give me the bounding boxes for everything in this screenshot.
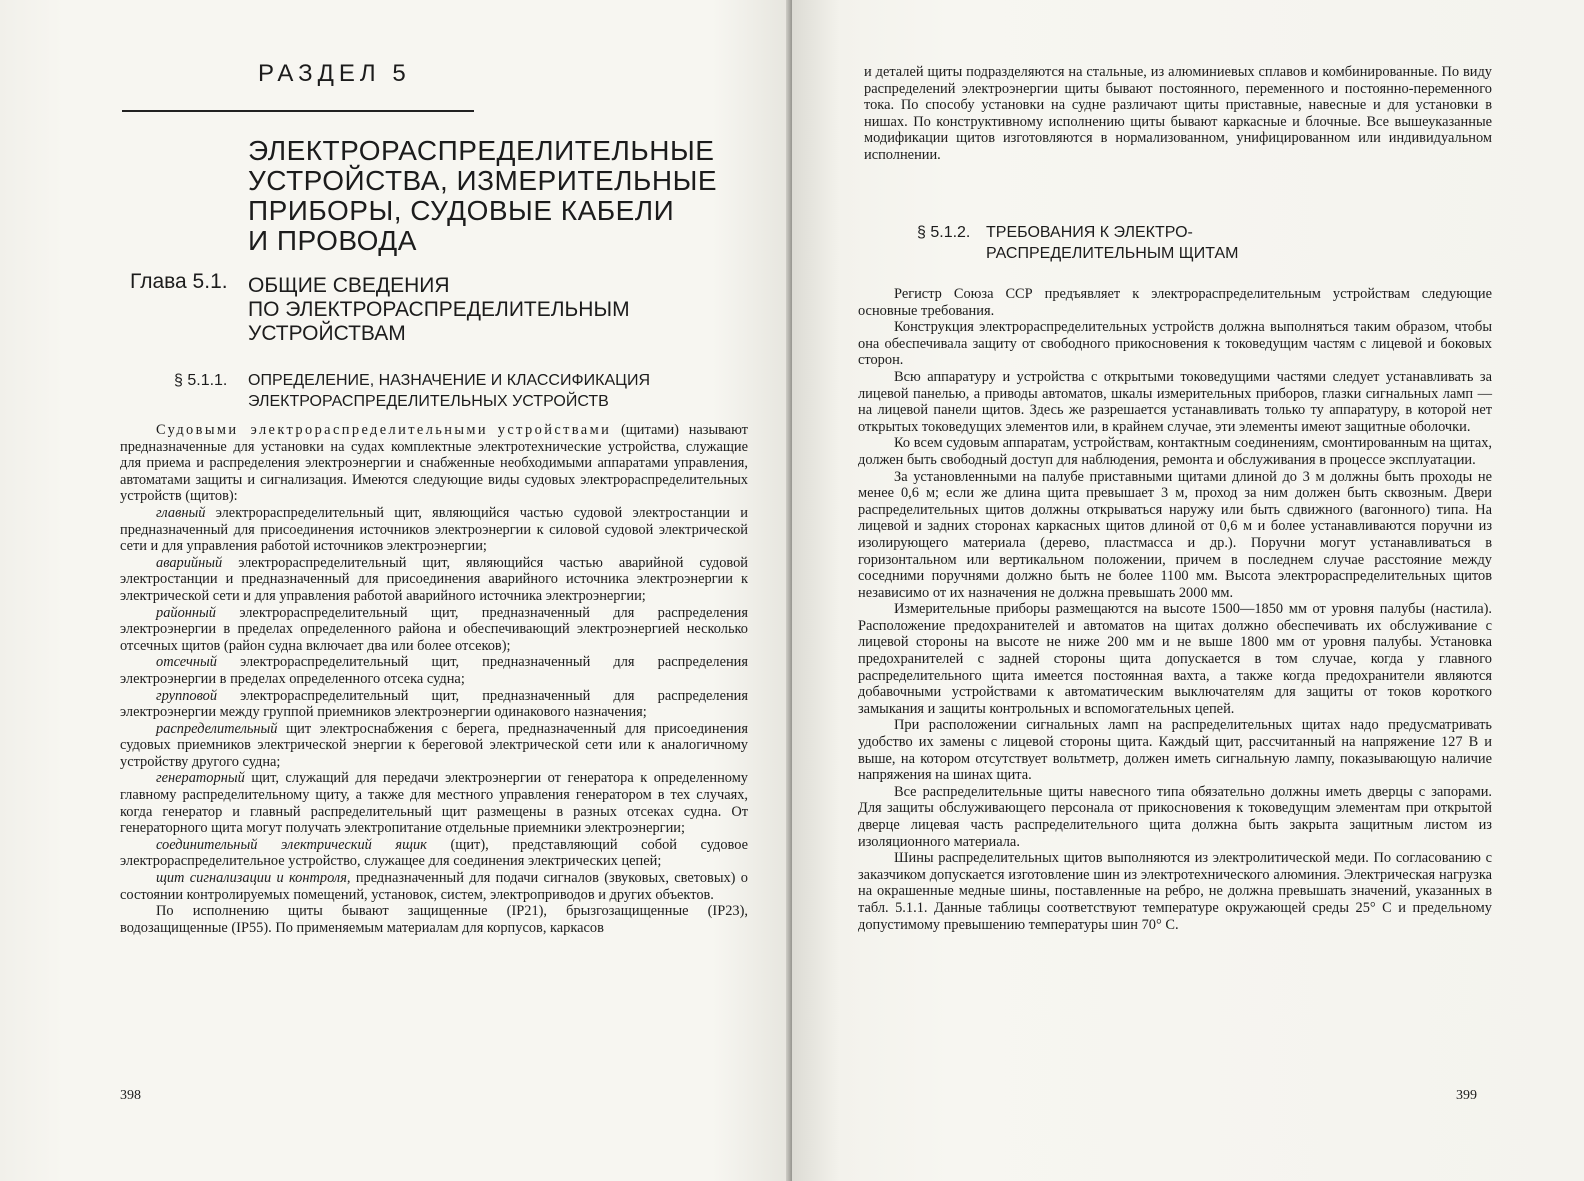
left-body-text: [120, 422, 748, 936]
body-paragraph: Всю аппаратуру и устройства с открытыми токоведущими частями следует устанавливать за лицевой панелью, а приводы автоматов, шкалы измерительных приборов, глазки сигнальных ламп — на лицевой панели щитов. Здесь же разрешается устанавливать только ту аппаратуру, в которой нет открытых токоведущих элементов или, в крайнем случае, эти элементы имеют защитные оболочки.: [858, 368, 1492, 435]
intro-paragraph: [120, 422, 748, 505]
body-paragraph: Шины распределительных щитов выполняются из электролитической меди. По согласованию с заказчиком допускается изготовление шин из электротехнического алюминия. Электрическая нагрузка на окрашенные медные шины, поставленные на ребро, не должна превышать значений, указанных в табл. 5.1.1. Данные таблицы соответствуют температуре окружающей среды 25° С и предельному допустимому превышению температуры шин 70° С.: [858, 850, 1492, 933]
right-page: [792, 0, 1584, 1181]
section-title: [248, 136, 748, 256]
item-term: районный: [156, 604, 217, 621]
item-text: щит электроснабжения с берега, предназначенный для присоединения судовых приемников электрической энергии к береговой электрической сети или к аналогичному устройству другого судна;: [120, 720, 748, 770]
section-title-line: УСТРОЙСТВА, ИЗМЕРИТЕЛЬНЫЕ: [248, 165, 718, 196]
item-text: (щит), представляющий собой судовое электрораспределительное устройство, служащее для соединения электрических цепей;: [120, 836, 748, 870]
body-paragraph: Регистр Союза ССР предъявляет к электрораспределительным устройствам следующие основные требования.: [858, 286, 1492, 319]
list-item: [120, 837, 748, 870]
item-text: электрораспределительный щит, предназначенный для распределения электроэнергии в пределах определенного района и обеспечивающий электроэнергией несколько отсечных щитов (район судна включает два или более отсеков);: [120, 604, 748, 654]
paragraph-title: [986, 222, 1239, 264]
item-term: соединительный электрический ящик: [156, 836, 427, 853]
paragraph-title-line: РАСПРЕДЕЛИТЕЛЬНЫМ ЩИТАМ: [986, 245, 1239, 262]
item-text: предназначенный для подачи сигналов (звуковых, световых) о состоянии контролируемых помещений, установок, систем, электроприводов и других объектов.: [120, 870, 748, 903]
paragraph-title: [248, 370, 650, 412]
paragraph-title-line: ТРЕБОВАНИЯ К ЭЛЕКТРО-: [986, 224, 1193, 241]
paragraph-title-line: ОПРЕДЕЛЕНИЕ, НАЗНАЧЕНИЕ И КЛАССИФИКАЦИЯ: [248, 372, 651, 389]
body-paragraph: Конструкция электрораспределительных устройств должна выполняться таким образом, чтобы она обеспечивала защиту от свободного прикосновения к токоведущим частям с лицевой и боковых сторон.: [858, 319, 1492, 369]
body-paragraph: При расположении сигнальных ламп на распределительных щитах надо предусматривать удобство их замены с лицевой стороны щита. Каждый щит, рассчитанный на напряжение 127 В и выше, на котором отсутствует вольтметр, должен иметь сигнальную лампу, показывающую наличие напряжения на шинах щита.: [858, 717, 1492, 784]
item-term: отсечный: [156, 654, 217, 671]
chapter-title-line: ОБЩИЕ СВЕДЕНИЯ: [248, 274, 450, 297]
list-item: [120, 770, 748, 836]
chapter-title-line: ПО ЭЛЕКТРОРАСПРЕДЕЛИТЕЛЬНЫМ: [248, 298, 630, 321]
list-item: [120, 605, 748, 655]
section-title-line: И ПРОВОДА: [248, 225, 417, 256]
item-text: электрораспределительный щит, предназначенный для распределения электроэнергии в пределах определенного отсека судна;: [120, 654, 748, 687]
section-divider: [122, 110, 474, 112]
section-label: РАЗДЕЛ 5: [258, 60, 411, 87]
chapter-title: [248, 274, 630, 346]
paragraph-number: § 5.1.1.: [174, 372, 228, 389]
page-number-left: 398: [120, 1088, 141, 1103]
section-title-line: ПРИБОРЫ, СУДОВЫЕ КАБЕЛИ: [248, 195, 675, 226]
body-paragraph: Все распределительные щиты навесного типа обязательно должны иметь дверцы с запорами. Для защиты обслуживающего персонала от прикосновения к токоведущим элементам при открытой дверце лицевая часть распределительного щита должна быть закрыта защитным листом из изоляционного материала.: [858, 783, 1492, 850]
item-term: распределительный: [156, 720, 278, 737]
chapter-title-line: УСТРОЙСТВАМ: [248, 322, 406, 345]
paragraph-number: § 5.1.2.: [917, 224, 971, 241]
item-text: щит, служащий для передачи электроэнергии от генератора к определенному главному распределительному щиту, а также для местного управления генератором в тех случаях, когда генератор и главный распределительный щит размещены в разных отсеках судна. От генераторного щита могут получать электропитание отдельные приемники электроэнергии;: [120, 770, 748, 837]
intro-text: (щитами) называют предназначенные для установки на судах комплектные электротехнические устройства, служащие для приема и распределения электроэнергии и снабженные необходимыми аппаратами управления, автоматами защиты и сигнализация. Имеются следующие виды судовых электрораспределительных устройств (щитов):: [120, 422, 748, 505]
paragraph-title-line: ЭЛЕКТРОРАСПРЕДЕЛИТЕЛЬНЫХ УСТРОЙСТВ: [248, 393, 609, 410]
item-term: аварийный: [156, 554, 223, 571]
list-item: [120, 654, 748, 687]
section-title-line: ЭЛЕКТРОРАСПРЕДЕЛИТЕЛЬНЫЕ: [248, 135, 715, 166]
list-item: [120, 870, 748, 903]
intro-spaced: Судовыми электрораспределительными: [156, 422, 489, 438]
body-paragraph: Ко всем судовым аппаратам, устройствам, контактным соединениям, смонтированным на щитах, должен быть свободный доступ для наблюдения, ремонта и обслуживания в процессе эксплуатации.: [858, 435, 1492, 468]
item-term: генераторный: [156, 770, 245, 787]
page-number-right: 399: [1456, 1088, 1477, 1103]
item-term: групповой: [156, 687, 218, 704]
item-term: главный: [156, 504, 206, 521]
list-item: [120, 721, 748, 771]
right-body-text: [858, 286, 1492, 933]
item-text: электрораспределительный щит, являющийся частью судовой электростанции и предназначенный для присоединения источников электроэнергии к силовой судовой электрической сети и для управления работой источников электроэнергии;: [120, 504, 748, 555]
chapter-label: Глава 5.1.: [130, 270, 228, 293]
item-text: электрораспределительный щит, предназначенный для распределения электроэнергии между группой приемников электроэнергии одинакового назначения;: [120, 687, 748, 721]
list-item: [120, 688, 748, 721]
list-item: [120, 505, 748, 555]
item-text: электрораспределительный щит, являющийся частью аварийной судовой электростанции и предназначенный для присоединения аварийного источника электроэнергии к электрической сети и для управления работой аварийного источника электроэнергии;: [120, 554, 748, 604]
right-continuation-text: [864, 64, 1492, 164]
intro-spaced: устройствами: [497, 422, 612, 438]
item-term: щит сигнализации и контроля,: [156, 870, 351, 887]
closing-paragraph: По исполнению щиты бывают защищенные (IP21), брызгозащищенные (IP23), водозащищенные (IP55). По применяемым материалам для корпусов, каркасов: [120, 903, 748, 936]
body-paragraph: За установленными на палубе приставными щитами длиной до 3 м должны быть проходы не менее 0,6 м; если же длина щита превышает 3 м, проход за ним должен быть сквозным. Двери распределительных щитов должны открываться наружу или быть сдвижного (вагонного) типа. На лицевой и задних сторонах каркасных щитов длиной от 0,6 м и более устанавливаются поручни из изолирующего материала (дерево, пластмасса и др.). Поручни могут устанавливаться в горизонтальном или вертикальном положении, причем в последнем случае расстояние между соседними поручнями должно быть не более 1100 мм. Высота электрораспределительных щитов независимо от их назначения не должна превышать 2000 мм.: [858, 468, 1492, 601]
body-paragraph: Измерительные приборы размещаются на высоте 1500—1850 мм от уровня палубы (настила). Расположение предохранителей и автоматов на щитах должно обеспечивать их обслуживание с лицевой стороны на высоте не ниже 200 мм и не выше 1800 мм от уровня палубы. Установка предохранителей с задней стороны щита допускается в том случае, когда у главного распределительного щита имеется постоянная вахта, а также когда предохранители являются добавочными устройствами к автоматическим выключателям для защиты от токов короткого замыкания и защиты контрольных и вспомогательных цепей.: [858, 601, 1492, 717]
continuation-paragraph: и деталей щиты подразделяются на стальные, из алюминиевых сплавов и комбинированные. По виду распределений электроэнергии щиты бывают постоянного, переменного и постоянно-переменного тока. По способу установки на судне различают щиты приставные, навесные и для установки в нишах. По конструктивному исполнению щиты бывают каркасные и блочные. Все вышеуказанные модификации щитов изготовляются в нормализованном, унифицированном или индивидуальном исполнении.: [864, 64, 1492, 163]
list-item: [120, 555, 748, 605]
